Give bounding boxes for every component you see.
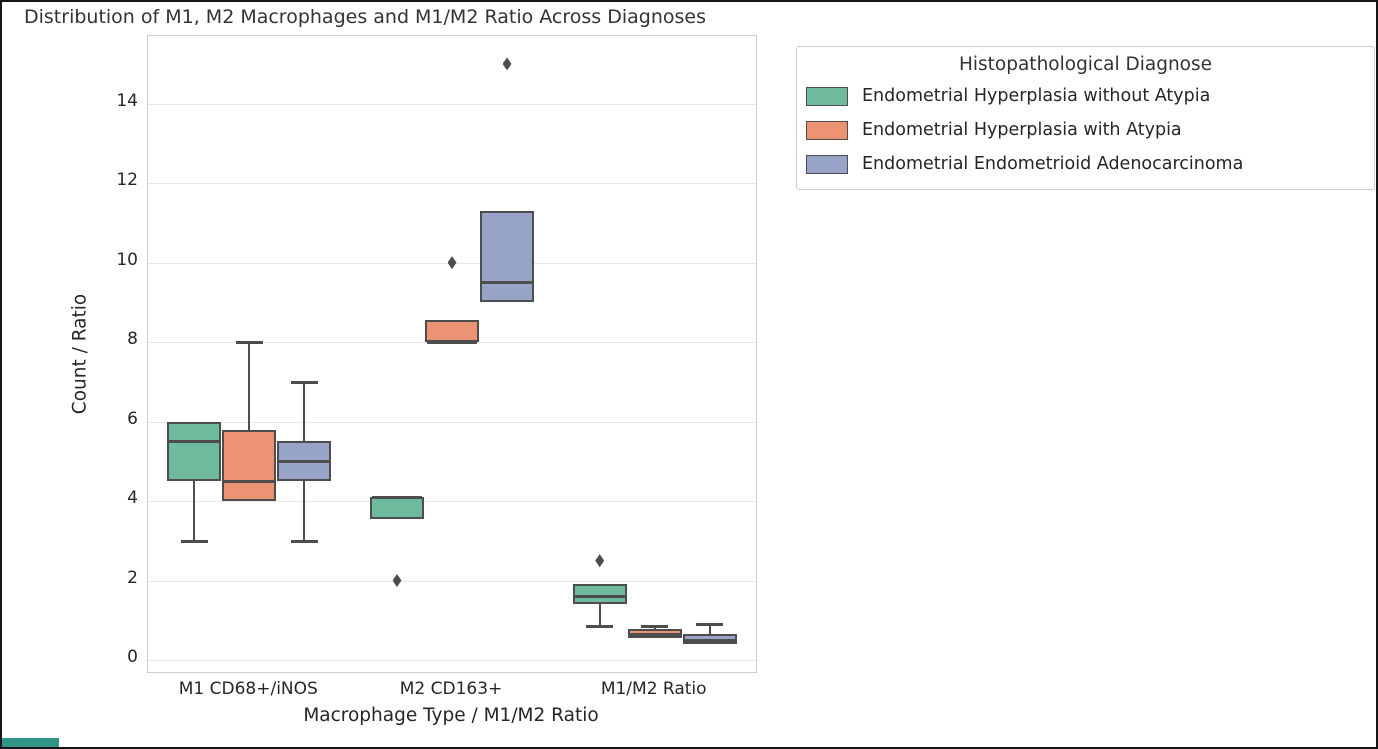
boxplot-box	[480, 211, 534, 302]
legend-swatch	[806, 121, 848, 140]
bottom-left-ui-fragment	[2, 738, 59, 747]
legend-label: Endometrial Endometrioid Adenocarcinoma	[862, 154, 1244, 174]
lower-whisker-cap	[586, 625, 613, 628]
gridline	[148, 660, 756, 661]
median-line	[482, 281, 532, 284]
legend	[796, 46, 1375, 190]
y-tick-label: 14	[116, 90, 138, 111]
x-tick-label: M1/M2 Ratio	[600, 679, 707, 699]
y-axis-label: Count / Ratio	[69, 293, 91, 415]
boxplot-box	[370, 497, 424, 519]
x-tick-label: M2 CD163+	[399, 679, 503, 699]
median-line	[575, 595, 625, 598]
boxplot-box	[222, 430, 276, 502]
outlier-diamond	[448, 256, 457, 269]
gridline	[148, 422, 756, 423]
lower-whisker-cap	[181, 540, 208, 543]
legend-label: Endometrial Hyperplasia without Atypia	[862, 86, 1211, 106]
chart-title: Distribution of M1, M2 Macrophages and M1/M2 Ratio Across Diagnoses	[24, 6, 706, 28]
median-line	[427, 341, 477, 344]
legend-items	[797, 79, 1374, 181]
y-tick-label: 2	[127, 567, 138, 588]
y-tick-label: 4	[127, 488, 138, 509]
gridline	[148, 183, 756, 184]
median-line	[169, 440, 219, 443]
lower-whisker	[599, 604, 601, 626]
median-line	[372, 496, 422, 499]
y-tick-label: 8	[127, 329, 138, 350]
legend-item	[797, 113, 1374, 147]
lower-whisker-cap	[291, 540, 318, 543]
outlier-diamond	[503, 57, 512, 70]
plot-area	[147, 35, 757, 673]
legend-swatch	[806, 87, 848, 106]
y-tick-label: 10	[116, 249, 138, 270]
x-axis-label: Macrophage Type / M1/M2 Ratio	[303, 705, 599, 726]
outlier-diamond	[595, 554, 604, 567]
boxplot-box	[167, 422, 221, 482]
legend-swatch	[806, 155, 848, 174]
legend-item	[797, 79, 1374, 113]
upper-whisker-cap	[696, 623, 723, 626]
gridline	[148, 104, 756, 105]
x-tick-label: M1 CD68+/iNOS	[178, 679, 318, 699]
median-line	[224, 480, 274, 483]
median-line	[279, 460, 329, 463]
upper-whisker-cap	[291, 381, 318, 384]
y-tick-label: 12	[116, 170, 138, 191]
lower-whisker	[303, 481, 305, 541]
upper-whisker-cap	[641, 625, 668, 628]
median-line	[630, 633, 680, 636]
outlier-diamond	[393, 574, 402, 587]
upper-whisker	[303, 382, 305, 442]
y-tick-label: 6	[127, 408, 138, 429]
median-line	[685, 639, 735, 642]
upper-whisker	[248, 342, 250, 429]
legend-item	[797, 147, 1374, 181]
gridline	[148, 581, 756, 582]
y-tick-label: 0	[127, 647, 138, 667]
legend-label: Endometrial Hyperplasia with Atypia	[862, 120, 1182, 140]
lower-whisker	[193, 481, 195, 541]
upper-whisker-cap	[236, 341, 263, 344]
gridline	[148, 501, 756, 502]
boxplot-box	[425, 320, 479, 342]
legend-title: Histopathological Diagnose	[958, 54, 1213, 75]
